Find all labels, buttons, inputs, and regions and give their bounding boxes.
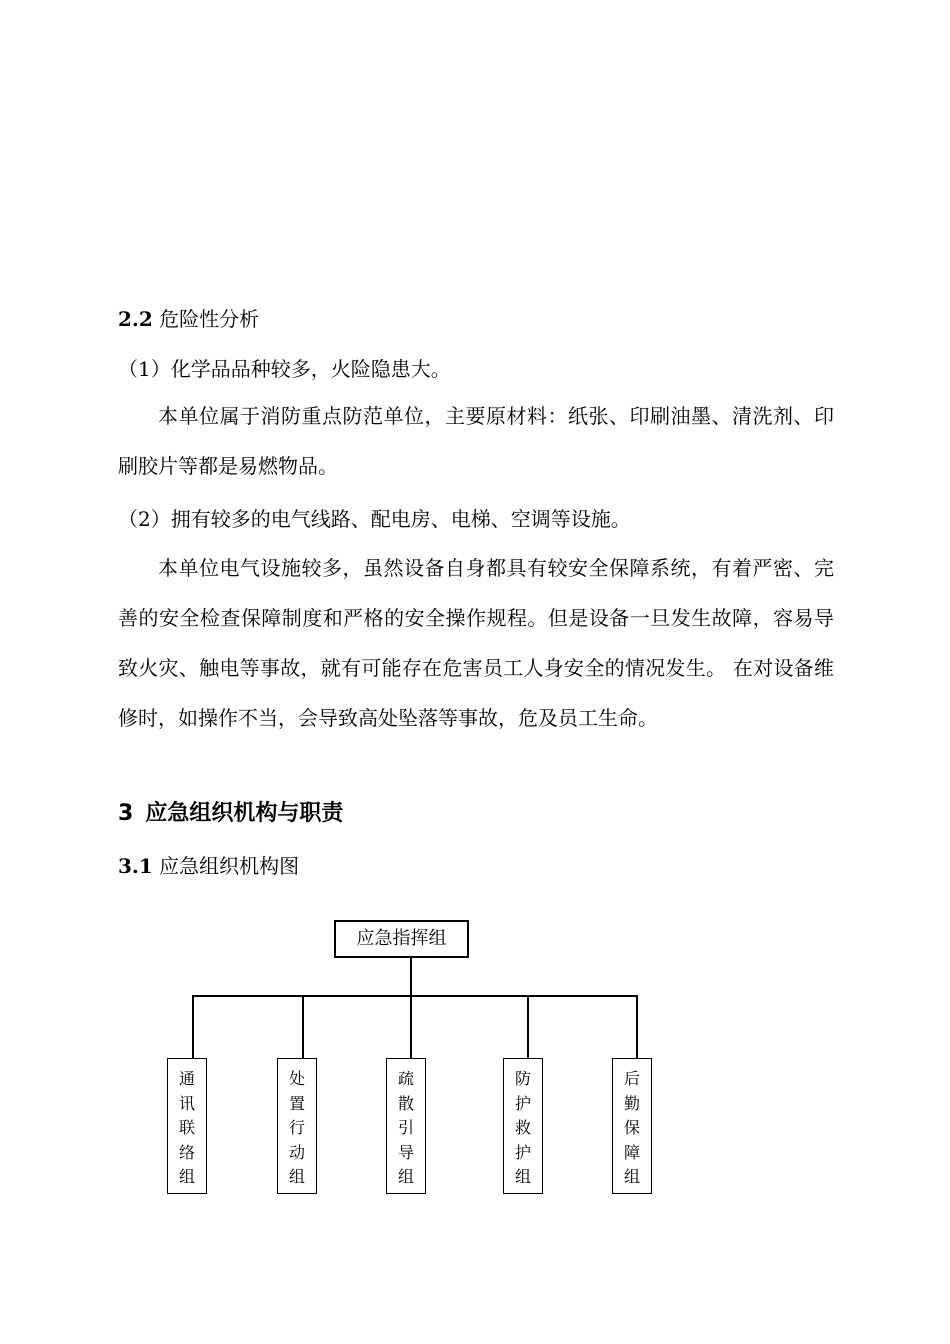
org-group-char: 救	[514, 1118, 531, 1137]
org-group-char: 处	[288, 1069, 305, 1088]
risk-item-2-paragraph: 本单位电气设施较多，虽然设备自身都具有较安全保障系统，有着严密、完善的安全检查保障制度和严格的安全操作规程。但是设备一旦发生故障，容易导致火灾、触电等事故，就有可能存在危害员工人身安全的情况发生。 在对设备维修时，如操作不当，会导致高处坠落等事故，危及员工生命。	[118, 556, 834, 730]
org-root-box: 应急指挥组	[334, 920, 469, 958]
org-connector-drop	[410, 995, 412, 1058]
org-group-char: 勤	[623, 1093, 640, 1113]
org-group-box-protection	[503, 1058, 543, 1194]
section-3-heading	[118, 800, 343, 828]
org-group-char: 讯	[178, 1093, 195, 1113]
org-connector-bus	[192, 995, 637, 997]
section-number: 3.1	[118, 854, 153, 878]
section-number: 2.2	[118, 307, 153, 331]
org-group-char: 联	[178, 1118, 195, 1137]
risk-item-1-label: （1）化学品品种较多，火险隐患大。	[118, 357, 451, 381]
org-connector-root	[410, 958, 412, 996]
org-group-char: 后	[623, 1069, 640, 1088]
org-group-box-evacuation	[386, 1058, 426, 1194]
org-group-char: 护	[514, 1142, 531, 1162]
org-group-char: 通	[178, 1069, 195, 1088]
org-group-char: 行	[288, 1118, 305, 1137]
org-group-char: 障	[623, 1142, 640, 1162]
section-title: 危险性分析	[159, 307, 260, 331]
org-connector-drop	[192, 995, 194, 1058]
org-group-char: 组	[288, 1167, 305, 1186]
org-connector-drop	[527, 995, 529, 1058]
org-group-char: 络	[178, 1142, 195, 1162]
org-group-char: 组	[397, 1167, 414, 1186]
org-group-char: 疏	[397, 1069, 414, 1088]
section-title: 应急组织机构图	[159, 854, 300, 878]
org-group-char: 置	[288, 1093, 305, 1113]
org-group-char: 引	[397, 1118, 414, 1137]
org-group-char: 防	[514, 1069, 531, 1088]
org-group-char: 散	[397, 1093, 414, 1113]
org-group-char: 组	[178, 1167, 195, 1186]
org-connector-drop	[302, 995, 304, 1058]
org-group-box-logistics	[612, 1058, 652, 1194]
org-group-char: 保	[623, 1118, 640, 1137]
org-group-box-communication	[167, 1058, 207, 1194]
risk-item-1-paragraph: 本单位属于消防重点防范单位，主要原材料：纸张、印刷油墨、清洗剂、印刷胶片等都是易燃物品。	[118, 404, 834, 478]
section-number: 3	[118, 801, 134, 826]
section-2-2-heading	[118, 305, 259, 333]
risk-item-2-label: （2）拥有较多的电气线路、配电房、电梯、空调等设施。	[118, 507, 631, 531]
org-connector-drop	[636, 995, 638, 1058]
org-group-char: 动	[288, 1142, 305, 1162]
org-group-char: 组	[514, 1167, 531, 1186]
section-3-1-heading	[118, 852, 299, 880]
org-group-char: 组	[623, 1167, 640, 1186]
org-group-char: 导	[397, 1142, 414, 1162]
org-group-char: 护	[514, 1093, 531, 1113]
section-title: 应急组织机构与职责	[145, 801, 344, 826]
org-group-box-action	[277, 1058, 317, 1194]
